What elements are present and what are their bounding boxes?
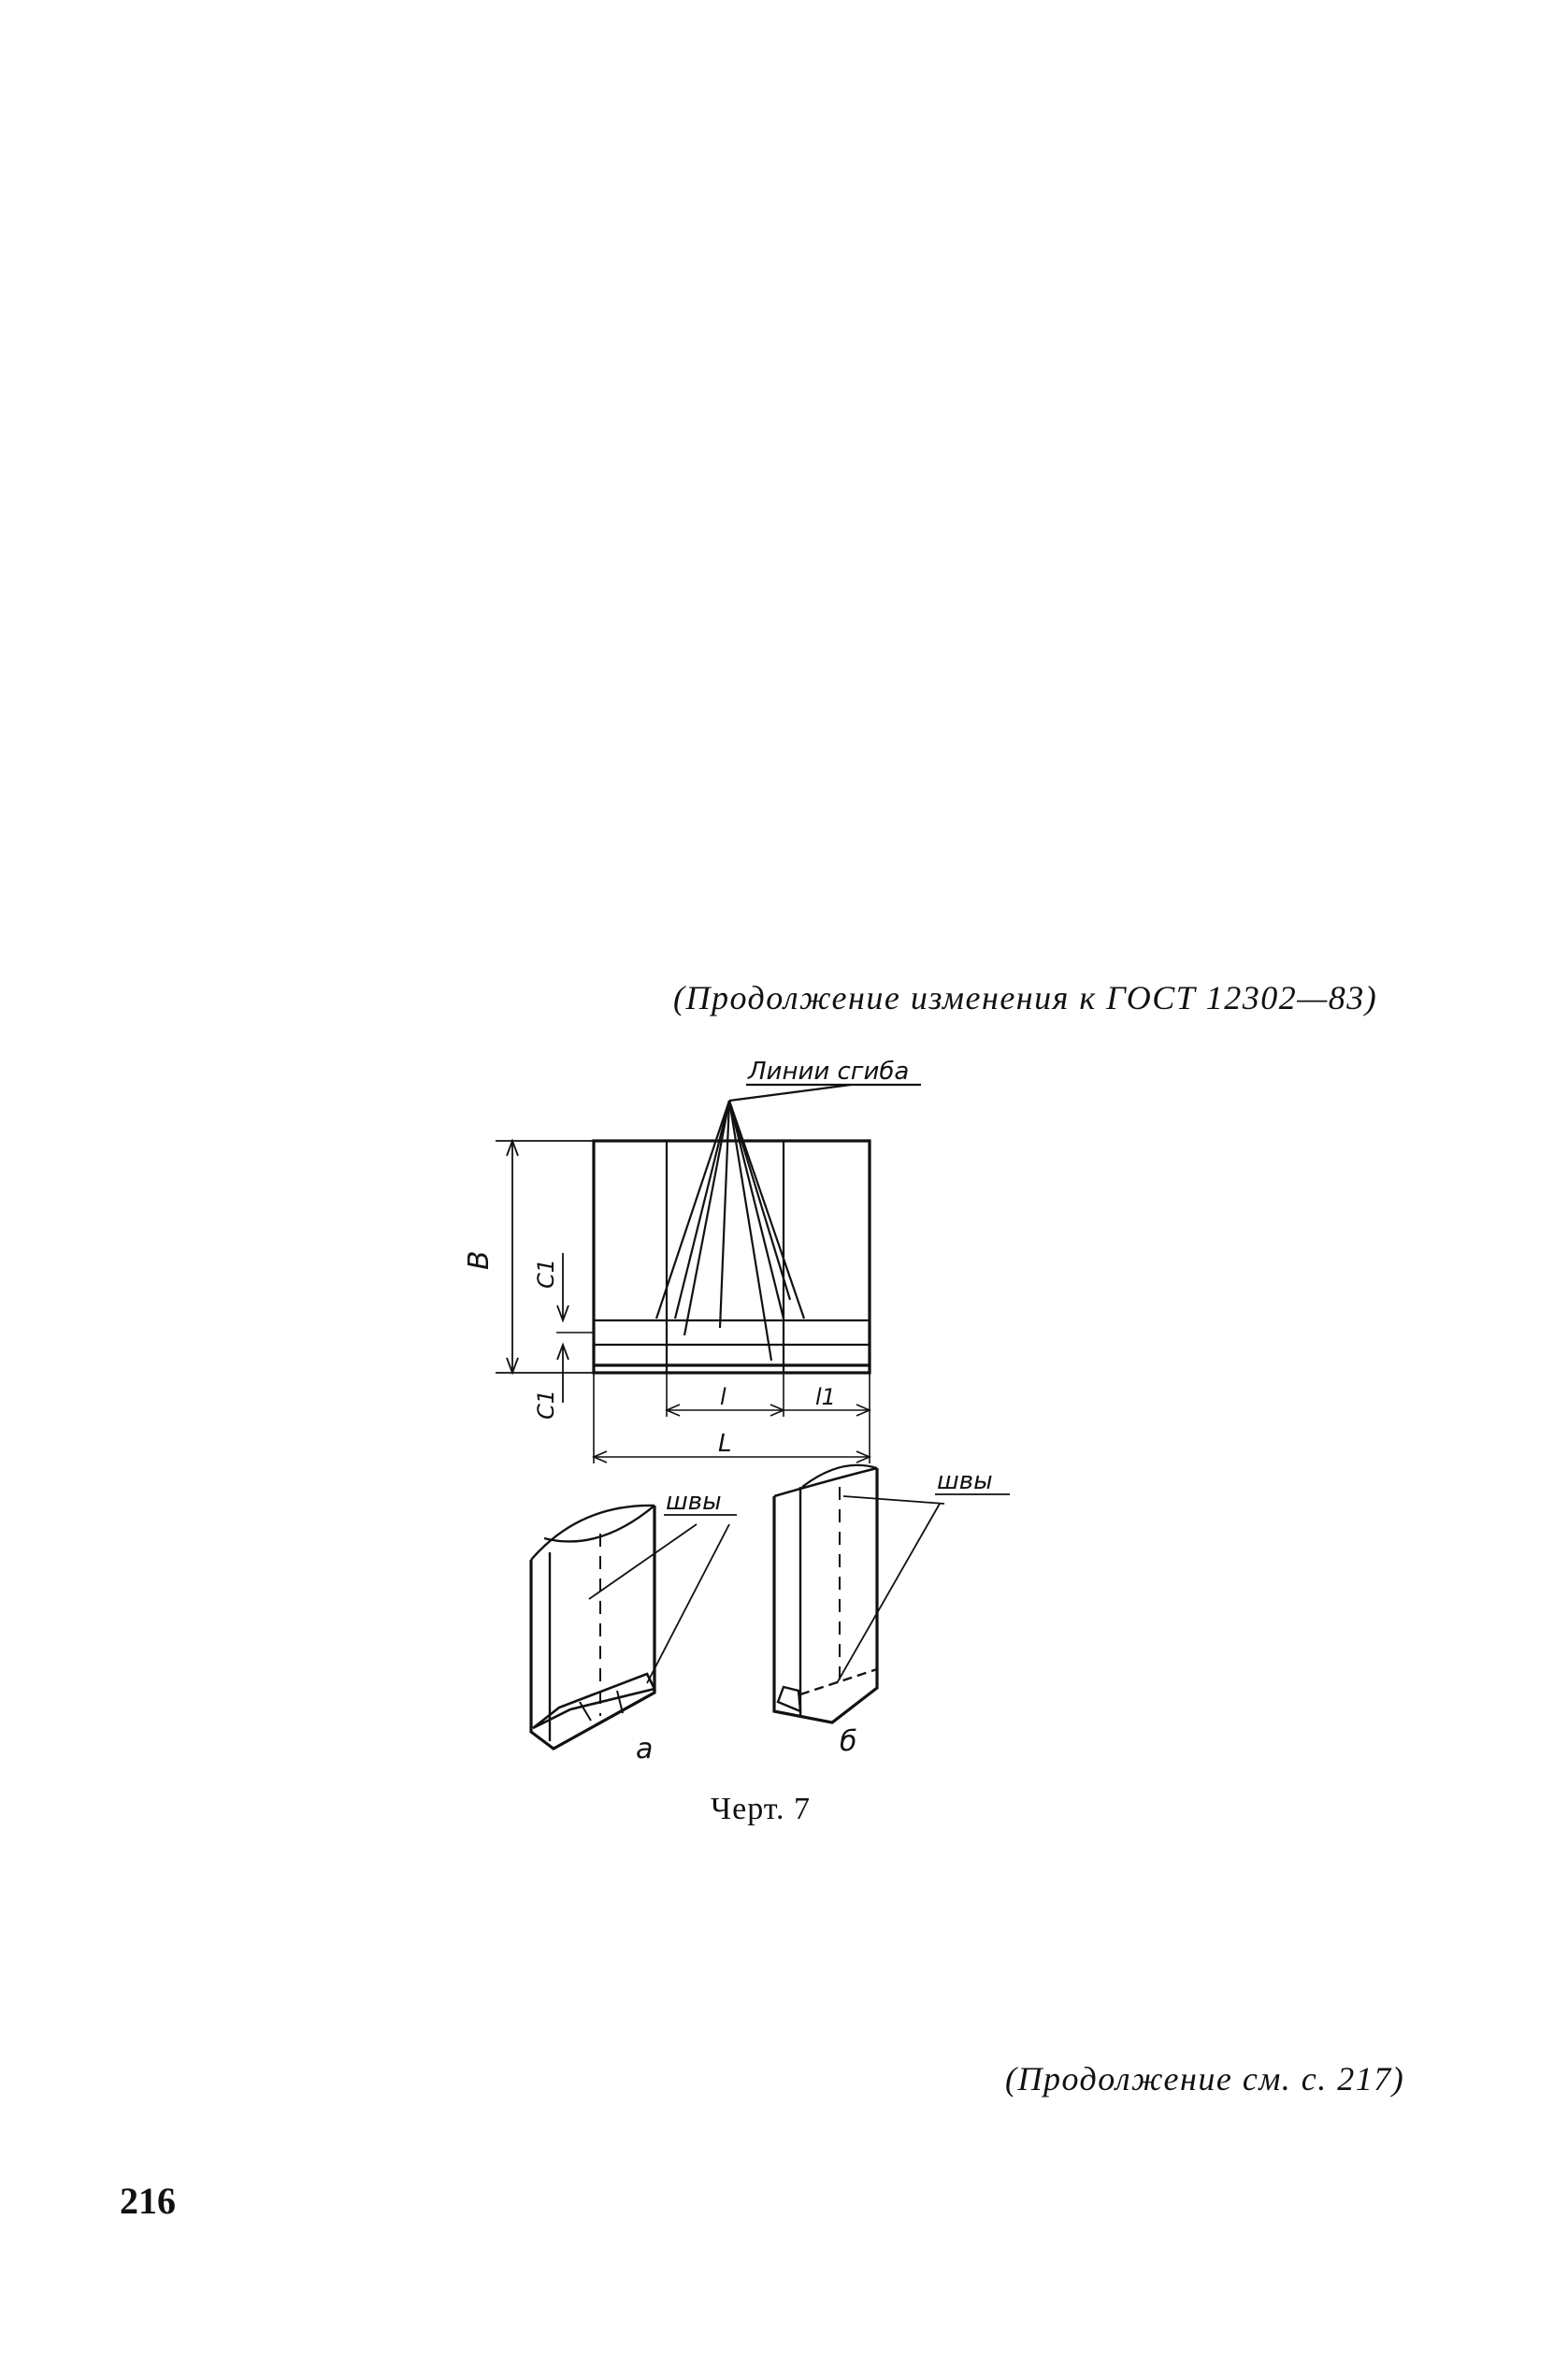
header-continuation: (Продолжение изменения к ГОСТ 12302—83) [673,979,1378,1016]
dim-c1-top-label: C1 [533,1258,559,1289]
bag-a-bottom-seam [533,1674,655,1728]
pattern-outline [594,1141,870,1373]
fold-line-6 [729,1101,784,1319]
fold-line-8 [729,1101,790,1300]
variant-b-label: б [840,1725,857,1758]
dim-b-label: B [463,1250,496,1270]
dim-big-l-label: L [718,1430,732,1458]
bag-a-top-curve [531,1506,655,1560]
seams-label-a: швы [666,1488,722,1516]
dim-l-label: l [720,1384,726,1410]
technical-drawing [439,1047,1057,1777]
bag-b-corner-fold [778,1687,800,1711]
variant-a-label: а [636,1733,654,1766]
bag-b-outline [774,1468,877,1723]
page-number: 216 [120,2180,176,2222]
bag-b-leader-2 [837,1504,940,1683]
fold-line-7 [729,1101,804,1319]
bag-b-top-fold [802,1465,877,1487]
bag-b-leader-1 [843,1496,944,1504]
dim-l1-label: l1 [815,1384,836,1410]
fold-line-3 [684,1101,729,1335]
seams-label-b: швы [937,1467,993,1495]
dim-c1-bottom-label: C1 [533,1389,559,1420]
bag-a-leader-2 [647,1524,729,1683]
drawing-svg [439,1047,1057,1777]
fold-lines-label: Линии сгиба [748,1058,910,1086]
fold-leader [729,1085,851,1101]
footer-continuation: (Продолжение см. с. 217) [1005,2060,1405,2097]
figure-caption: Черт. 7 [711,1792,812,1826]
